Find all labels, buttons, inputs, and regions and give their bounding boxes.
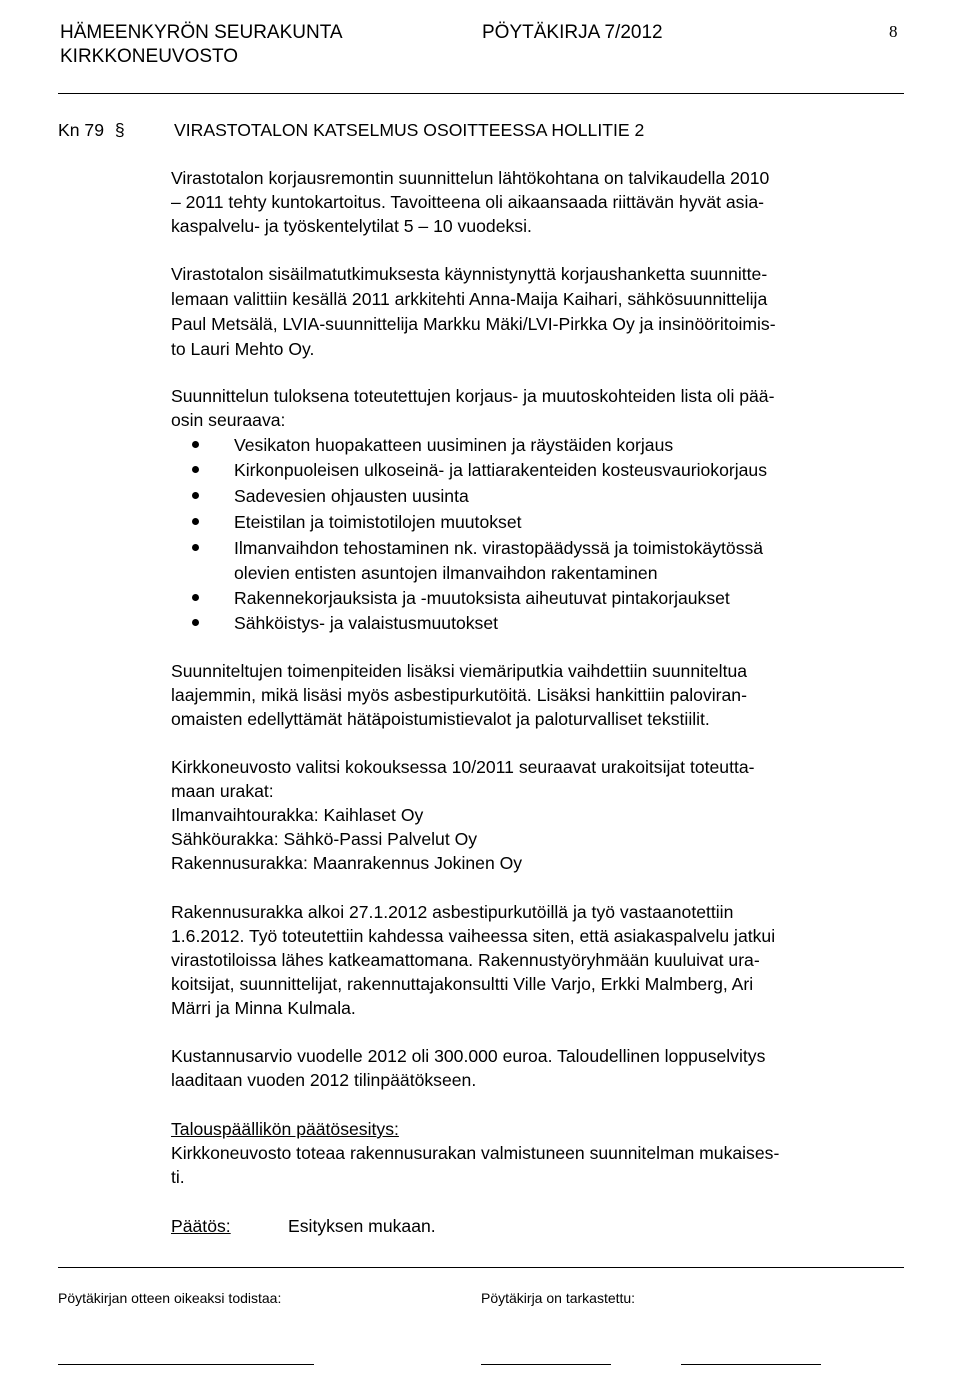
certify-label: Pöytäkirjan otteen oikeaksi todistaa: [58,1290,282,1306]
org-line-2: KIRKKONEUVOSTO [60,46,239,67]
section-title: VIRASTOTALON KATSELMUS OSOITTEESSA HOLLITIE 2 [174,120,645,140]
section-number: Kn 79 § [58,120,125,140]
header-rule [58,93,904,94]
org-line-1: HÄMEENKYRÖN SEURAKUNTA [60,22,343,43]
bullet-icon [192,441,199,448]
checked-label: Pöytäkirja on tarkastettu: [481,1290,636,1306]
section-symbol: § [114,120,125,140]
proposal-heading: Talouspäällikön päätösesitys: [171,1119,399,1139]
decision-text: Esityksen mukaan. [288,1216,436,1236]
signature-line [481,1364,611,1365]
page-number: 8 [889,22,898,41]
organization-name [60,21,343,69]
bullet-icon [192,466,199,473]
bullet-icon [192,544,199,551]
bullet-icon [192,492,199,499]
signature-line [681,1364,821,1365]
document-title: PÖYTÄKIRJA 7/2012 [482,22,663,43]
footer-rule [58,1267,904,1268]
signature-line [58,1364,314,1365]
decision-label: Päätös: [171,1216,231,1236]
bullet-icon [192,518,199,525]
bullet-icon [192,619,199,626]
bullet-icon [192,594,199,601]
